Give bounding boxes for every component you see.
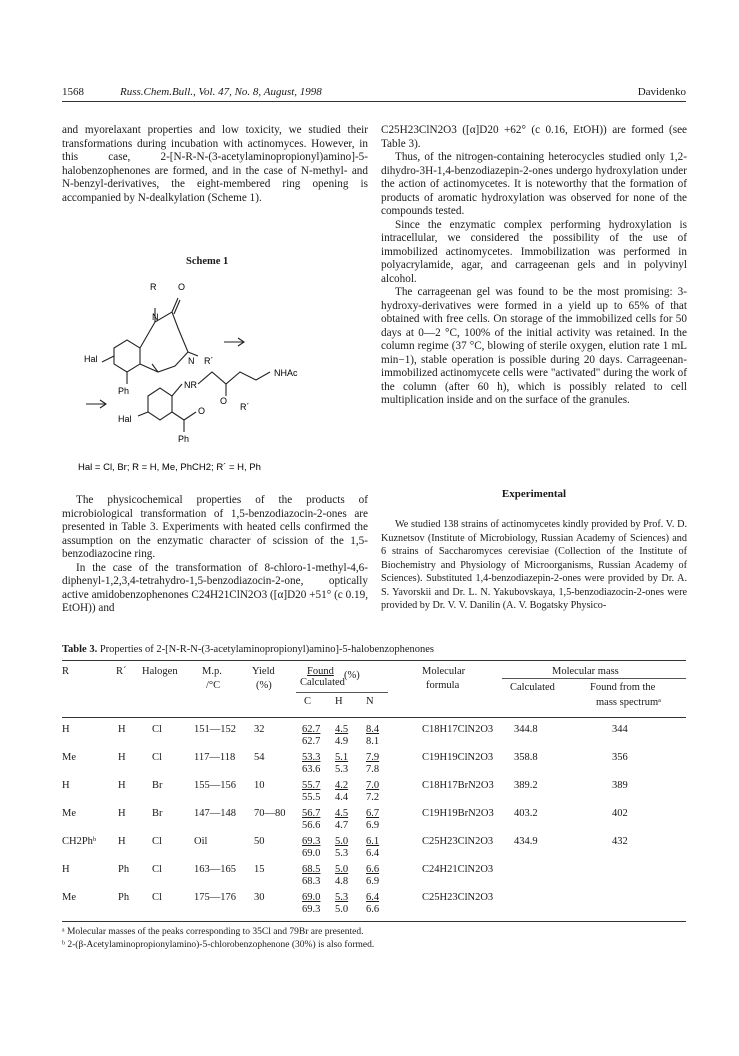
table-cell-found-c: 62.7 <box>302 724 321 735</box>
table-cell-calc-n: 8.1 <box>366 736 380 747</box>
col-header: Molecular mass <box>552 666 619 677</box>
col-header: Calculated <box>300 677 345 688</box>
table-cell-mp: 163—165 <box>194 864 236 875</box>
table-cell-calc-n: 7.2 <box>366 792 380 803</box>
table-cell-r: H <box>62 864 70 875</box>
table-cell-calc-c: 63.6 <box>302 764 321 775</box>
table-cell-found-h: 4.5 <box>335 724 349 735</box>
ph-label: Ph <box>178 434 190 444</box>
table-cell-yield: 32 <box>254 724 265 735</box>
col-header: /°C <box>206 680 221 691</box>
table-cell-calc-h: 4.8 <box>335 876 349 887</box>
table-cell-mass-calculated: 403.2 <box>514 808 538 819</box>
table-cell-r: H <box>62 724 70 735</box>
table-cell-mp: 155—156 <box>194 780 236 791</box>
table-cell-found-h: 5.0 <box>335 836 349 847</box>
benzene-ring <box>114 340 140 372</box>
table-cell-mp: 175—176 <box>194 892 236 903</box>
o-label: O <box>198 406 206 416</box>
table-row <box>62 862 686 890</box>
journal-citation: Russ.Chem.Bull., Vol. 47, No. 8, August, 1998 <box>120 86 322 98</box>
table-cell-mp: 117—118 <box>194 752 236 763</box>
table-row <box>62 722 686 750</box>
table-cell-found-h: 5.0 <box>335 864 349 875</box>
table-cell-r: Me <box>62 808 76 819</box>
table-cell-rprime: H <box>118 836 126 847</box>
experimental-text <box>381 518 687 613</box>
col-header: Calculated <box>510 682 555 693</box>
col-header: C <box>304 696 312 707</box>
table-body <box>62 722 686 918</box>
table-cell-mass-calculated: 344.8 <box>514 724 538 735</box>
page-number: 1568 <box>62 86 84 98</box>
table-cell-r: CH2Phᵇ <box>62 836 97 847</box>
table-cell-mass-calculated: 358.8 <box>514 752 538 763</box>
table-header-rule <box>62 717 686 718</box>
table-cell-rprime: H <box>118 780 126 791</box>
table-cell-calc-h: 4.9 <box>335 736 349 747</box>
table-row <box>62 834 686 862</box>
table-cell-found-n: 6.1 <box>366 836 380 847</box>
subheader-rule <box>296 692 388 693</box>
table-cell-found-c: 69.3 <box>302 836 321 847</box>
table-cell-r: H <box>62 780 70 791</box>
table-cell-calc-n: 6.6 <box>366 904 380 915</box>
table-cell-calc-c: 69.3 <box>302 904 321 915</box>
table-top-rule <box>62 660 686 661</box>
footnote-b: ᵇ 2-(β-Acetylaminopropionylamino)-5-chlorobenzophenone (30%) is also formed. <box>62 940 375 950</box>
col-header: R <box>62 666 70 677</box>
n-label: N <box>188 356 195 366</box>
table-cell-found-c: 68.5 <box>302 864 321 875</box>
table-cell-formula: C24H21ClN2O3 <box>422 864 494 875</box>
table-cell-yield: 54 <box>254 752 265 763</box>
table-bottom-rule <box>62 921 686 922</box>
col-header: Halogen <box>142 666 178 677</box>
paragraph: The physicochemical properties of the products of microbiological transformation of 1,5-benzodiazocin-2-ones are presented in Table 3. Experiments with heated cells confirmed the assumption on the enzymatic character of scission of the 1,5-benzodiazocine ring. <box>62 494 368 560</box>
hal-label: Hal <box>118 414 132 424</box>
table-cell-found-h: 5.1 <box>335 752 349 763</box>
table-cell-halogen: Cl <box>152 892 162 903</box>
table-cell-mass-calculated: 434.9 <box>514 836 538 847</box>
table-cell-calc-n: 6.4 <box>366 848 380 859</box>
table-cell-calc-c: 69.0 <box>302 848 321 859</box>
scheme-caption: Hal = Cl, Br; R = H, Me, PhCH2; R´ = H, Ph <box>78 462 261 472</box>
table-cell-formula: C18H17BrN2O3 <box>422 780 494 791</box>
scheme-title: Scheme 1 <box>186 256 229 267</box>
col-header: Found <box>307 666 334 677</box>
r-label: R <box>150 282 157 292</box>
table-cell-halogen: Cl <box>152 864 162 875</box>
ph-label: Ph <box>118 386 130 396</box>
table-cell-found-n: 7.9 <box>366 752 380 763</box>
paragraph: Thus, of the nitrogen-containing heterocycles studied only 1,2-dihydro-3H-1,4-benzodiazepin-2-ones undergo hydroxylation under the action of actinomycetes. It is noteworthy that the formation of products of aromatic hydroxylation was observed for none of the compounds tested. <box>381 151 687 217</box>
nr-label: NR <box>184 380 197 390</box>
scheme-1-diagram <box>62 272 368 472</box>
table-cell-calc-h: 5.3 <box>335 848 349 859</box>
col-header: Yield <box>252 666 275 677</box>
col-header: mass spectrumᵃ <box>596 697 661 708</box>
table-caption <box>62 644 434 655</box>
table-cell-r: Me <box>62 892 76 903</box>
table-cell-calc-n: 6.9 <box>366 876 380 887</box>
table-cell-r: Me <box>62 752 76 763</box>
table-cell-mass-found: 356 <box>612 752 628 763</box>
table-cell-yield: 30 <box>254 892 265 903</box>
col-header: Found from the <box>590 682 656 693</box>
table-cell-found-n: 7.0 <box>366 780 380 791</box>
table-row <box>62 806 686 834</box>
table-row <box>62 890 686 918</box>
table-cell-calc-c: 62.7 <box>302 736 321 747</box>
section-title: Experimental <box>501 488 567 500</box>
right-column <box>381 124 687 408</box>
table-cell-halogen: Cl <box>152 752 162 763</box>
hal-label: Hal <box>84 354 98 364</box>
table-cell-yield: 10 <box>254 780 265 791</box>
table-cell-mp: Oil <box>194 836 208 847</box>
table-cell-found-h: 4.5 <box>335 808 349 819</box>
table-cell-found-c: 56.7 <box>302 808 321 819</box>
table-cell-mass-calculated: 389.2 <box>514 780 538 791</box>
col-header: M.p. <box>202 666 222 677</box>
table-cell-yield: 15 <box>254 864 265 875</box>
table-cell-found-n: 6.4 <box>366 892 380 903</box>
table-cell-mass-found: 344 <box>612 724 628 735</box>
paragraph: The carrageenan gel was found to be the most promising: 3-hydroxy-derivatives were formed in a yield up to 65% of that obtained with free cells. On storage of the immobilized cells for 50 days at 0—2 °C, 100% of the initial activity was retained. In the column regime (37 °C, blowing of sterile oxygen, elution rate 1 mL min−1), stable operation is possible during 20 days. Carrageenan-immobilized actinomycete cells were "activated" during the work of the column (after 60 h), which is possibly related to cell multiplication inside and on the surface of the granules. <box>381 286 687 406</box>
table-cell-halogen: Br <box>152 808 163 819</box>
paragraph: In the case of the transformation of 8-chloro-1-methyl-4,6-diphenyl-1,2,3,4-tetrahydro-1,5-benzodiazocin-2-one, optically active amidobenzophenones C24H21ClN2O3 ([α]D20 +51° (c 0.19, EtOH)) and <box>62 561 368 614</box>
col-header: (%) <box>344 670 360 681</box>
table-cell-formula: C19H19BrN2O3 <box>422 808 494 819</box>
table-cell-calc-n: 6.9 <box>366 820 380 831</box>
table-cell-mass-found: 389 <box>612 780 628 791</box>
subheader-rule <box>502 678 686 679</box>
table-cell-formula: C18H17ClN2O3 <box>422 724 494 735</box>
header-rule <box>62 101 686 102</box>
paragraph: Since the enzymatic complex performing hydroxylation is intracellular, we considered the possibility of the use of immobilized actinomycetes. Immobilization was performed in polyacrylamide, agar, and carrageenan gels and in polyvinyl alcohol. <box>381 218 687 285</box>
r-prime-label: R´ <box>240 402 250 412</box>
col-header: R´ <box>116 666 127 677</box>
table-cell-calc-h: 5.3 <box>335 764 349 775</box>
r-prime-label: R´ <box>204 356 214 366</box>
col-header: (%) <box>256 680 272 691</box>
col-header: Molecular <box>422 666 466 677</box>
table-cell-found-c: 53.3 <box>302 752 321 763</box>
benzene-ring <box>148 388 172 420</box>
table-cell-rprime: Ph <box>118 864 130 875</box>
table-cell-found-n: 6.7 <box>366 808 380 819</box>
paragraph: C25H23ClN2O3 ([α]D20 +62° (c 0.16, EtOH)) are formed (see Table 3). <box>381 124 687 150</box>
table-cell-mass-found: 402 <box>612 808 628 819</box>
table-cell-calc-c: 55.5 <box>302 792 321 803</box>
table-cell-found-h: 5.3 <box>335 892 349 903</box>
col-header: formula <box>426 680 460 691</box>
table-cell-mp: 147—148 <box>194 808 236 819</box>
table-cell-rprime: H <box>118 752 126 763</box>
o-label: O <box>178 282 186 292</box>
table-cell-calc-c: 68.3 <box>302 876 321 887</box>
table-cell-halogen: Cl <box>152 836 162 847</box>
table-cell-rprime: Ph <box>118 892 130 903</box>
table-cell-calc-h: 4.4 <box>335 792 349 803</box>
paragraph: We studied 138 strains of actinomycetes kindly provided by Prof. V. D. Kuznetsov (Institute of Microbiology, Russian Academy of Sciences) and 6 strains of Saccharomyces cerevisiae (Collection of the Institute of Biochemistry and Physiology of Microorganisms, Russian Academy of Sciences). Substituted 1,4-benzodiazepin-2-ones were provided by Dr. A. S. Yavorskii and Dr. L. N. Yakubovskaya, 1,5-benzodiazocin-2-ones were provided by Dr. V. V. Danilin (A. V. Bogatsky Physico- <box>381 519 687 611</box>
table-cell-calc-n: 7.8 <box>366 764 380 775</box>
table-cell-halogen: Cl <box>152 724 162 735</box>
table-cell-mp: 151—152 <box>194 724 236 735</box>
table-cell-found-n: 6.6 <box>366 864 380 875</box>
table-cell-halogen: Br <box>152 780 163 791</box>
table-cell-found-h: 4.2 <box>335 780 349 791</box>
table-header <box>62 664 686 716</box>
running-author: Davidenko <box>637 86 686 98</box>
o-label: O <box>220 396 228 406</box>
table-row <box>62 778 686 806</box>
table-cell-calc-h: 5.0 <box>335 904 349 915</box>
table-row <box>62 750 686 778</box>
table-cell-found-c: 69.0 <box>302 892 321 903</box>
table-cell-formula: C25H23ClN2O3 <box>422 836 494 847</box>
table-cell-rprime: H <box>118 808 126 819</box>
n-label: N <box>152 312 159 322</box>
paragraph: and myorelaxant properties and low toxicity, we studied their transformations during incubation with actinomyces. However, in this case, 2-[N-R-N-(3-acetylaminopropionyl)amino]-5-halobenzophenones are formed, and in the case of N-methyl- and N-benzyl-derivatives, the eight-membered ring opening is accompanied by N-dealkylation (Scheme 1). <box>62 124 368 204</box>
table-cell-found-c: 55.7 <box>302 780 321 791</box>
table-cell-yield: 50 <box>254 836 265 847</box>
table-cell-yield: 70—80 <box>254 808 286 819</box>
table-label: Table 3. <box>62 644 98 655</box>
table-cell-found-n: 8.4 <box>366 724 380 735</box>
table-cell-mass-found: 432 <box>612 836 628 847</box>
table-cell-rprime: H <box>118 724 126 735</box>
col-header: N <box>366 696 374 707</box>
table-cell-formula: C19H19ClN2O3 <box>422 752 494 763</box>
table-title: Properties of 2-[N-R-N-(3-acetylaminopropionyl)amino]-5-halobenzophenones <box>99 644 434 655</box>
left-column-bottom <box>62 494 368 616</box>
table-cell-calc-c: 56.6 <box>302 820 321 831</box>
left-column-top <box>62 124 368 205</box>
table-cell-calc-h: 4.7 <box>335 820 349 831</box>
table-cell-formula: C25H23ClN2O3 <box>422 892 494 903</box>
col-header: H <box>335 696 343 707</box>
nhac-label: NHAc <box>274 368 298 378</box>
footnote-a: ᵃ Molecular masses of the peaks corresponding to 35Cl and 79Br are presented. <box>62 927 364 937</box>
